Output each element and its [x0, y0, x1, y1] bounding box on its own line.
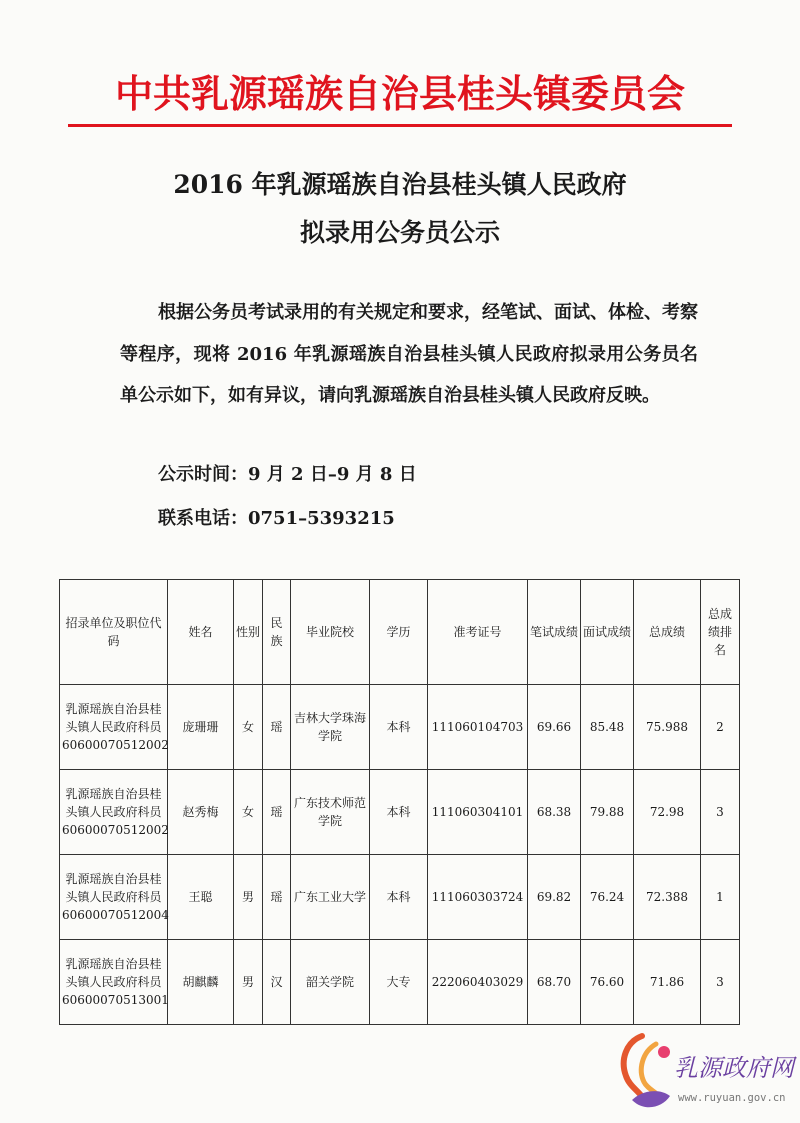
table-cell: 79.88	[581, 770, 634, 855]
notice-body: 根据公务员考试录用的有关规定和要求，经笔试、面试、体检、考察等程序，现将 2016 年乳源瑶族自治县桂头镇人民政府拟录用公务员名单公示如下，如有异议，请向乳源瑶族自治县桂头镇人民政府反映。	[120, 302, 698, 406]
table-cell: 广东技术师范学院	[291, 770, 370, 855]
table-cell: 69.82	[528, 855, 581, 940]
watermark-url: www.ruyuan.gov.cn	[678, 1092, 786, 1104]
table-cell: 广东工业大学	[291, 855, 370, 940]
table-cell: 222060403029	[428, 940, 528, 1025]
table-cell: 3	[701, 770, 740, 855]
table-cell: 111060104703	[428, 685, 528, 770]
column-header: 面试成绩	[581, 580, 634, 685]
table-cell: 庞珊珊	[168, 685, 234, 770]
candidate-table	[59, 579, 740, 1025]
table-cell: 2	[701, 685, 740, 770]
table-cell: 女	[234, 770, 263, 855]
table-cell: 瑶	[263, 855, 291, 940]
issuing-organization-header: 中共乳源瑶族自治县桂头镇委员会	[114, 72, 685, 116]
column-header: 总成绩	[634, 580, 701, 685]
table-cell: 女	[234, 685, 263, 770]
table-cell: 王聪	[168, 855, 234, 940]
table-cell: 乳源瑶族自治县桂头镇人民政府科员60600070512004	[60, 855, 168, 940]
table-cell: 3	[701, 940, 740, 1025]
table-cell: 69.66	[528, 685, 581, 770]
table-cell: 乳源瑶族自治县桂头镇人民政府科员60600070512002	[60, 770, 168, 855]
table-cell: 68.70	[528, 940, 581, 1025]
table-cell: 男	[234, 940, 263, 1025]
column-header: 总成绩排名	[701, 580, 740, 685]
table-cell: 85.48	[581, 685, 634, 770]
column-header: 笔试成绩	[528, 580, 581, 685]
table-cell: 72.98	[634, 770, 701, 855]
table-cell: 71.86	[634, 940, 701, 1025]
table-cell: 赵秀梅	[168, 770, 234, 855]
column-header: 招录单位及职位代码	[60, 580, 168, 685]
notice-title-line-1: 2016 年乳源瑶族自治县桂头镇人民政府	[173, 170, 627, 199]
table-cell: 75.988	[634, 685, 701, 770]
table-cell: 76.60	[581, 940, 634, 1025]
table-cell: 本科	[370, 770, 428, 855]
table-row	[60, 685, 740, 770]
site-watermark	[612, 1030, 800, 1123]
table-cell: 男	[234, 855, 263, 940]
column-header: 毕业院校	[291, 580, 370, 685]
table-cell: 汉	[263, 940, 291, 1025]
column-header: 民族	[263, 580, 291, 685]
table-cell: 乳源瑶族自治县桂头镇人民政府科员60600070513001	[60, 940, 168, 1025]
table-cell: 111060303724	[428, 855, 528, 940]
column-header: 学历	[370, 580, 428, 685]
table-row	[60, 770, 740, 855]
table-cell: 72.388	[634, 855, 701, 940]
table-cell: 本科	[370, 855, 428, 940]
column-header: 姓名	[168, 580, 234, 685]
table-cell: 76.24	[581, 855, 634, 940]
contact-phone: 联系电话：0751–5393215	[158, 508, 395, 529]
table-cell: 乳源瑶族自治县桂头镇人民政府科员60600070512002	[60, 685, 168, 770]
table-row	[60, 855, 740, 940]
table-cell: 1	[701, 855, 740, 940]
column-header: 准考证号	[428, 580, 528, 685]
table-cell: 本科	[370, 685, 428, 770]
table-cell: 68.38	[528, 770, 581, 855]
red-header-rule	[68, 124, 732, 127]
table-cell: 韶关学院	[291, 940, 370, 1025]
table-cell: 瑶	[263, 685, 291, 770]
ruyuan-logo-icon	[612, 1030, 682, 1115]
watermark-brand: 乳源政府网	[674, 1054, 794, 1082]
table-cell: 瑶	[263, 770, 291, 855]
table-row	[60, 940, 740, 1025]
publicity-period: 公示时间：9 月 2 日–9 月 8 日	[158, 464, 417, 485]
table-cell: 吉林大学珠海学院	[291, 685, 370, 770]
table-header-row	[60, 580, 740, 685]
table-cell: 111060304101	[428, 770, 528, 855]
notice-title-line-2: 拟录用公务员公示	[299, 218, 500, 247]
column-header: 性别	[234, 580, 263, 685]
table-cell: 大专	[370, 940, 428, 1025]
table-cell: 胡麒麟	[168, 940, 234, 1025]
